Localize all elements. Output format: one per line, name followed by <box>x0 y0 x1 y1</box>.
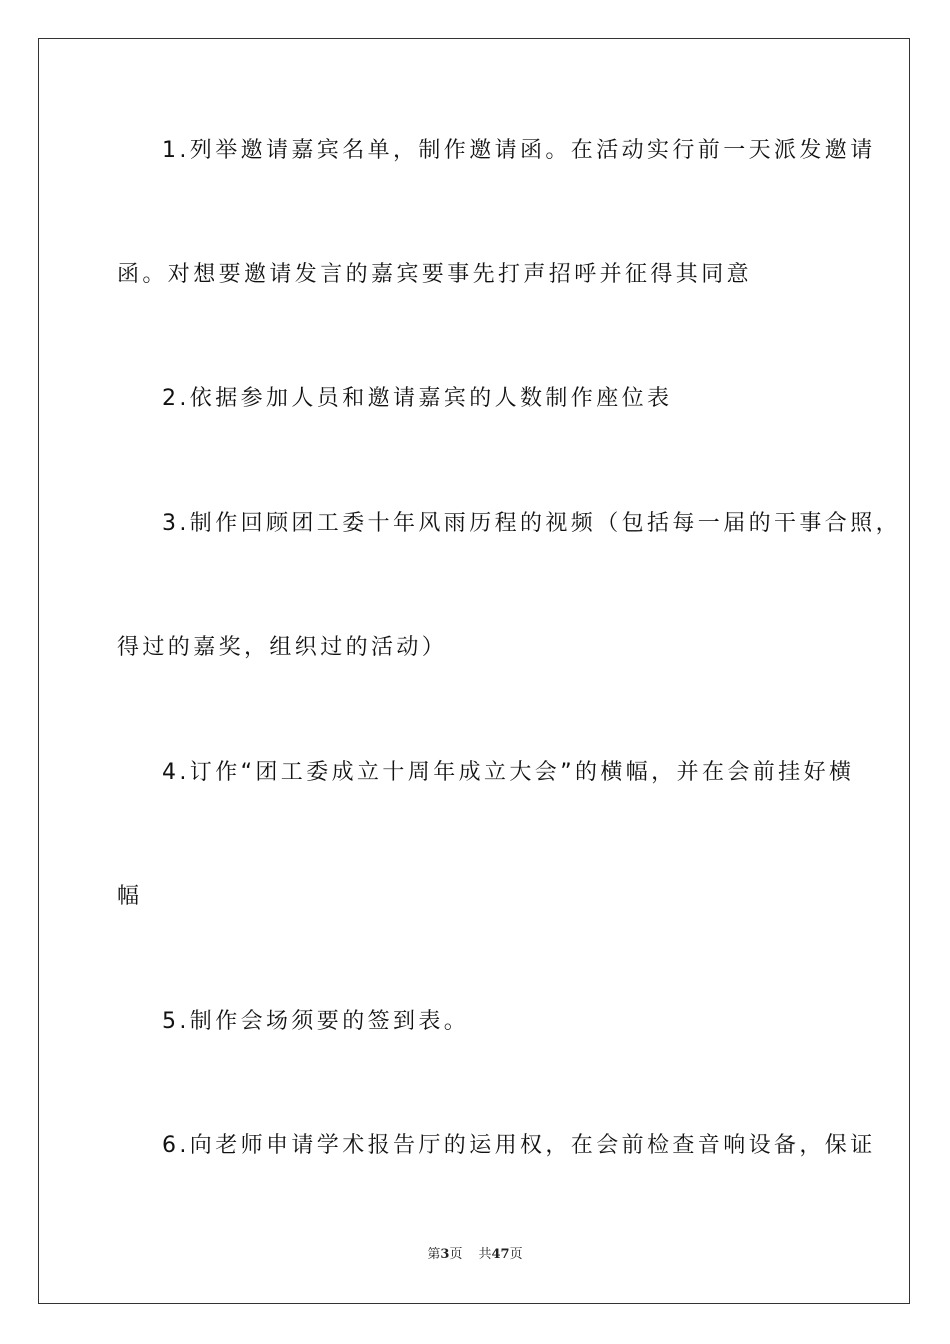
total-page-count: 47 <box>491 1247 510 1262</box>
paragraph-line-4: 3.制作回顾团工委十年风雨历程的视频（包括每一届的干事合照， <box>162 511 901 536</box>
paragraph-line-3: 2.依据参加人员和邀请嘉宾的人数制作座位表 <box>162 386 673 411</box>
paragraph-line-2: 函。对想要邀请发言的嘉宾要事先打声招呼并征得其同意 <box>117 262 753 287</box>
paragraph-line-1: 1.列举邀请嘉宾名单，制作邀请函。在活动实行前一天派发邀请 <box>162 138 876 163</box>
paragraph-line-7: 幅 <box>117 884 143 909</box>
total-prefix: 共 <box>478 1247 492 1262</box>
paragraph-line-8: 5.制作会场须要的签到表。 <box>162 1009 470 1034</box>
paragraph-line-6: 4.订作“团工委成立十周年成立大会”的横幅，并在会前挂好横 <box>162 760 855 785</box>
page-border <box>38 38 910 1304</box>
paragraph-line-5: 得过的嘉奖，组织过的活动） <box>117 635 448 660</box>
current-page-number: 3 <box>440 1247 450 1262</box>
page-suffix: 页 <box>449 1247 463 1262</box>
paragraph-line-9: 6.向老师申请学术报告厅的运用权，在会前检查音响设备，保证 <box>162 1133 876 1158</box>
total-suffix: 页 <box>509 1247 523 1262</box>
page-prefix: 第 <box>427 1247 441 1262</box>
page-footer <box>0 1246 950 1264</box>
